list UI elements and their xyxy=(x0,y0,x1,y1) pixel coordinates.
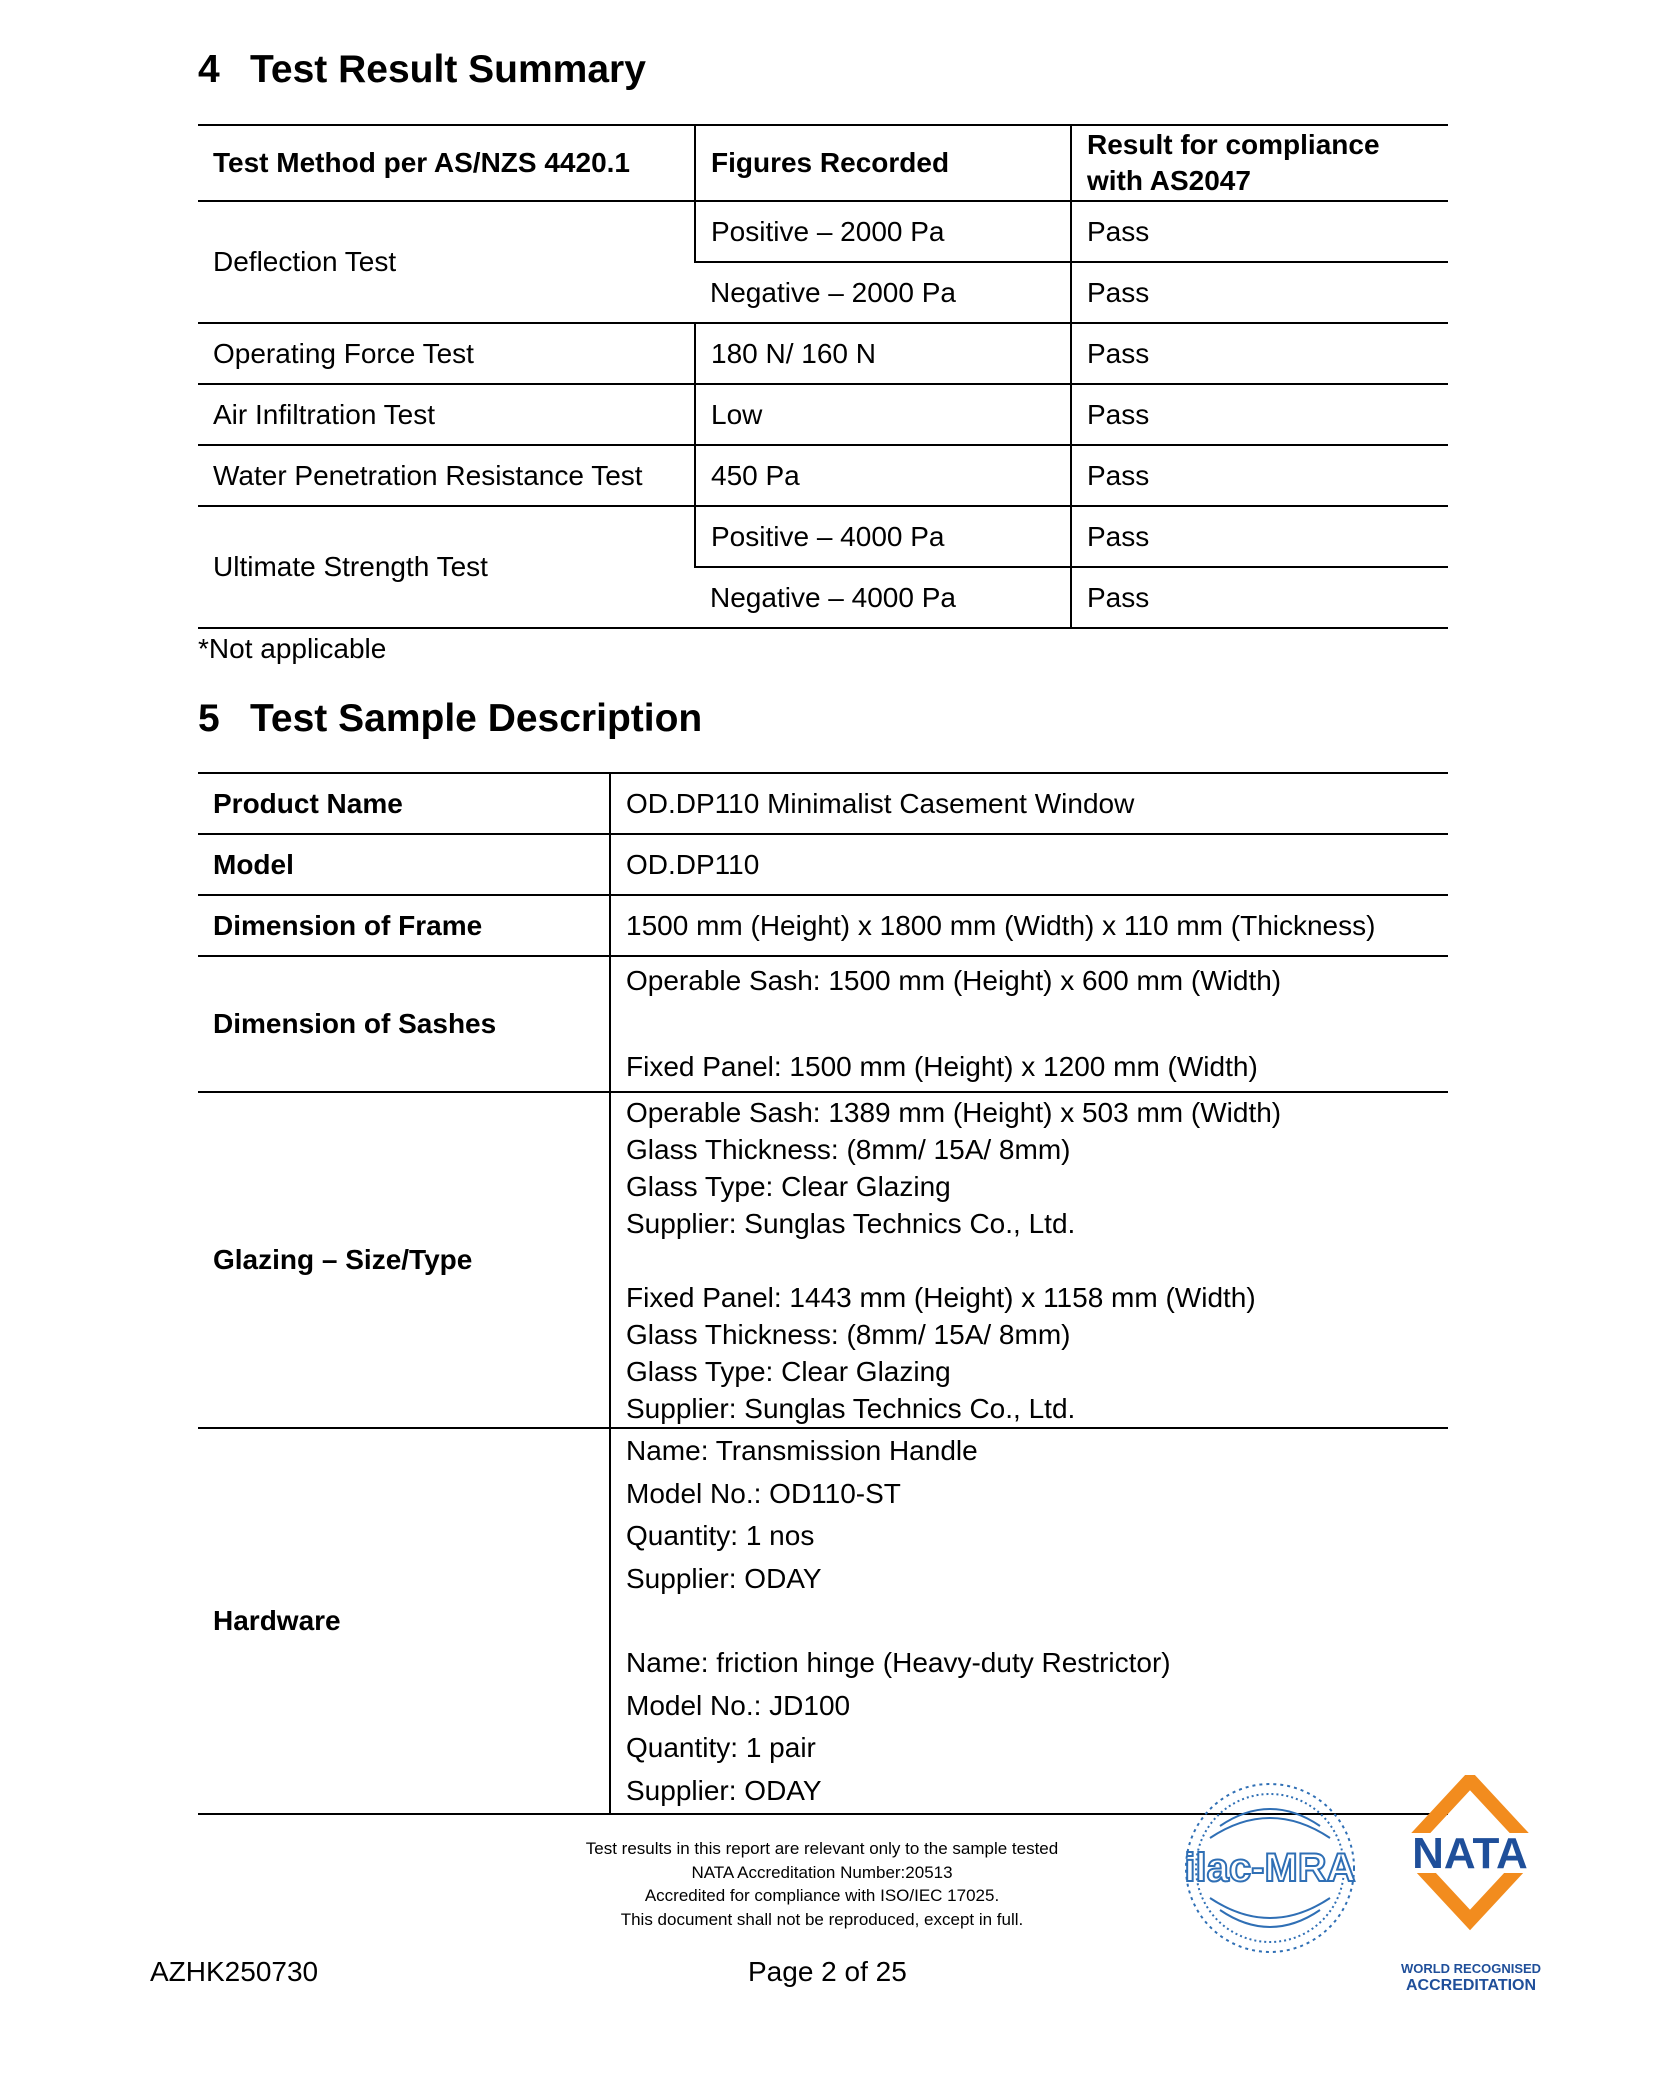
method-cell: Ultimate Strength Test xyxy=(198,506,695,628)
hardware-line: Name: friction hinge (Heavy-duty Restrictor) xyxy=(626,1647,1171,1678)
table-row xyxy=(198,201,1448,262)
table-header-row xyxy=(198,125,1448,201)
method-cell: Operating Force Test xyxy=(198,323,695,384)
product-name-value: OD.DP110 Minimalist Casement Window xyxy=(610,773,1448,834)
hardware-line: Quantity: 1 nos xyxy=(626,1520,815,1551)
hardware-line: Model No.: JD100 xyxy=(626,1689,851,1721)
ilac-wordmark: ilac-MRA xyxy=(1184,1846,1356,1890)
nata-tagline-line: ACCREDITATION xyxy=(1405,1977,1537,1994)
figures-cell: 450 Pa xyxy=(695,445,1071,506)
hardware-line: Supplier: ODAY xyxy=(626,1562,822,1594)
ilac-mra-logo xyxy=(1180,1778,1360,1958)
section-4-heading xyxy=(198,48,646,92)
result-cell: Pass xyxy=(1071,445,1448,506)
footer-disclaimer xyxy=(520,1837,1124,1931)
figures-cell: Negative – 4000 Pa xyxy=(695,567,1071,628)
table-row xyxy=(198,1092,1448,1428)
section-5-heading xyxy=(198,697,702,741)
figures-cell: Negative – 2000 Pa xyxy=(695,262,1071,323)
method-cell: Air Infiltration Test xyxy=(198,384,695,445)
nata-tagline-line: WORLD RECOGNISED xyxy=(1400,1961,1542,1976)
glazing-line: Glass Type: Clear Glazing xyxy=(626,1170,951,1202)
section-title: Test Sample Description xyxy=(250,697,703,740)
result-cell: Pass xyxy=(1071,201,1448,262)
model-value: OD.DP110 xyxy=(610,834,1448,895)
nata-wordmark: NATA xyxy=(1412,1829,1528,1878)
hardware-line: Model No.: OD110-ST xyxy=(626,1477,901,1509)
table-row xyxy=(198,956,1448,1092)
header-figures: Figures Recorded xyxy=(695,125,1071,201)
section-title: Test Result Summary xyxy=(250,48,646,91)
footer-line: NATA Accreditation Number:20513 xyxy=(691,1862,953,1882)
table-row xyxy=(198,323,1448,384)
glazing-line: Operable Sash: 1389 mm (Height) x 503 mm (Width) xyxy=(626,1096,1282,1128)
glazing-label: Glazing – Size/Type xyxy=(198,1092,610,1428)
page-number: Page 2 of 25 xyxy=(748,1956,907,1987)
nata-logo xyxy=(1395,1775,1545,1960)
hardware-label: Hardware xyxy=(198,1428,610,1814)
table-row xyxy=(198,384,1448,445)
glazing-line: Supplier: Sunglas Technics Co., Ltd. xyxy=(626,1207,1076,1239)
header-test-method: Test Method per AS/NZS 4420.1 xyxy=(198,125,695,201)
footer-line: Test results in this report are relevant only to the sample tested xyxy=(585,1839,1059,1858)
table-row xyxy=(198,773,1448,834)
not-applicable-note: *Not applicable xyxy=(198,633,387,664)
glazing-line: Glass Type: Clear Glazing xyxy=(626,1355,951,1387)
glazing-line: Supplier: Sunglas Technics Co., Ltd. xyxy=(626,1392,1076,1424)
report-number: AZHK250730 xyxy=(150,1956,319,1987)
glazing-line: Fixed Panel: 1443 mm (Height) x 1158 mm (Width) xyxy=(626,1281,1256,1313)
figures-cell: Low xyxy=(695,384,1071,445)
result-cell: Pass xyxy=(1071,384,1448,445)
hardware-line: Quantity: 1 pair xyxy=(626,1732,816,1763)
glazing-value xyxy=(610,1092,1448,1428)
table-row xyxy=(198,445,1448,506)
result-cell: Pass xyxy=(1071,262,1448,323)
result-cell: Pass xyxy=(1071,323,1448,384)
table-row xyxy=(198,506,1448,567)
footer-line: This document shall not be reproduced, except in full. xyxy=(620,1909,1024,1929)
sashes-label: Dimension of Sashes xyxy=(198,956,610,1092)
section-number: 5 xyxy=(198,697,220,740)
method-cell: Deflection Test xyxy=(198,201,695,323)
result-cell: Pass xyxy=(1071,567,1448,628)
hardware-line: Name: Transmission Handle xyxy=(626,1435,978,1466)
hardware-value xyxy=(610,1428,1448,1814)
nata-tagline xyxy=(1396,1960,1546,1994)
figures-cell: Positive – 4000 Pa xyxy=(695,506,1071,567)
result-cell: Pass xyxy=(1071,506,1448,567)
footer-line: Accredited for compliance with ISO/IEC 17025. xyxy=(644,1886,1000,1905)
header-result: Result for compliance with AS2047 xyxy=(1071,125,1448,201)
sash-line: Fixed Panel: 1500 mm (Height) x 1200 mm (Width) xyxy=(626,1051,1258,1082)
sample-description-table xyxy=(198,772,1448,1815)
figures-cell: 180 N/ 160 N xyxy=(695,323,1071,384)
product-name-label: Product Name xyxy=(198,773,610,834)
test-result-table xyxy=(198,124,1448,629)
model-label: Model xyxy=(198,834,610,895)
table-row xyxy=(198,834,1448,895)
section-number: 4 xyxy=(198,48,220,91)
table-row xyxy=(198,1428,1448,1814)
frame-value: 1500 mm (Height) x 1800 mm (Width) x 110 mm (Thickness) xyxy=(610,895,1448,956)
table-row xyxy=(198,895,1448,956)
frame-label: Dimension of Frame xyxy=(198,895,610,956)
hardware-line: Supplier: ODAY xyxy=(626,1774,822,1806)
glazing-line: Glass Thickness: (8mm/ 15A/ 8mm) xyxy=(626,1318,1071,1350)
figures-cell: Positive – 2000 Pa xyxy=(695,201,1071,262)
method-cell: Water Penetration Resistance Test xyxy=(198,445,695,506)
sash-line: Operable Sash: 1500 mm (Height) x 600 mm (Width) xyxy=(626,965,1282,996)
glazing-line: Glass Thickness: (8mm/ 15A/ 8mm) xyxy=(626,1133,1071,1165)
sashes-value xyxy=(610,956,1448,1092)
